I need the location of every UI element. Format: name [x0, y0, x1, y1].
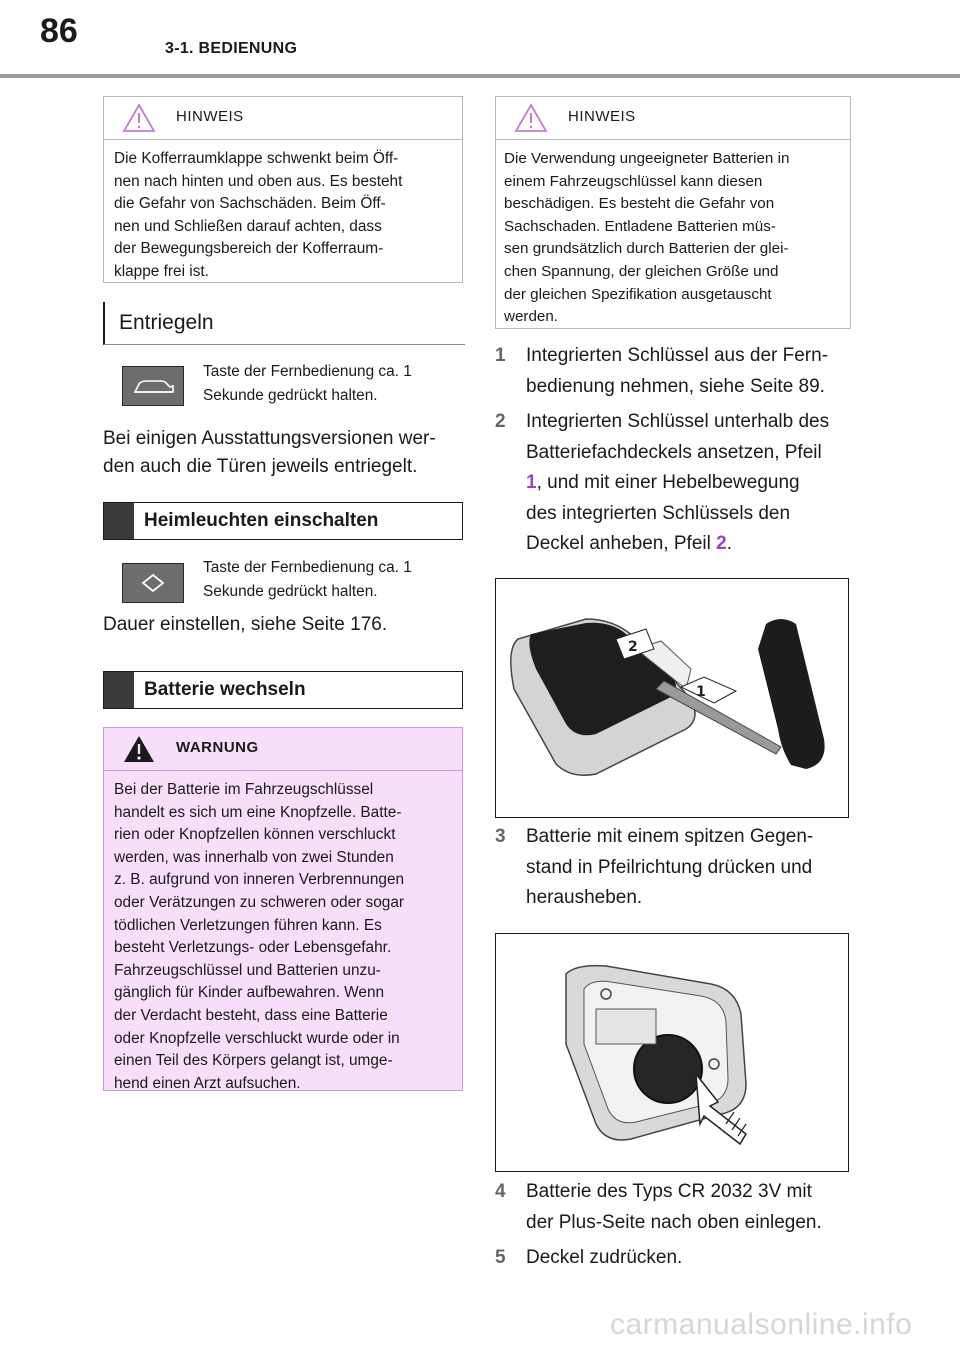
text-line: tödlichen Verletzungen führen kann. Es: [114, 916, 382, 934]
car-trunk-icon: [123, 367, 183, 405]
text-line: Taste der Fernbedienung ca. 1: [203, 363, 412, 380]
heading-text: Batterie wechseln: [144, 679, 306, 700]
figure-key-open: [495, 578, 849, 818]
caution-triangle-icon: [514, 103, 548, 133]
text-line: z. B. aufgrund von inneren Verbrennungen: [114, 871, 405, 889]
coin-battery: [634, 1035, 702, 1103]
text-line: bedienung nehmen, siehe Seite 89.: [526, 375, 825, 397]
text-line: Batterie des Typs CR 2032 3V mit: [526, 1181, 812, 1202]
text-line: die Gefahr von Sachschäden. Beim Öff-: [114, 195, 386, 213]
text-line: Integrierten Schlüssel unterhalb des: [526, 411, 830, 432]
text-line: sen grundsätzlich durch Batterien der glei-: [504, 240, 789, 258]
notice-text: [496, 140, 850, 329]
text-line: herausheben.: [526, 887, 643, 908]
text-line: werden.: [504, 308, 559, 326]
figure-battery: [495, 933, 849, 1172]
arrow-ref: 2: [716, 533, 727, 554]
step-number: 3: [495, 826, 506, 847]
step-3: [495, 822, 855, 914]
text-line: chen Spannung, der gleichen Größe und: [504, 262, 779, 280]
text-line: stand in Pfeilrichtung drücken und: [526, 856, 813, 878]
step-1: [495, 341, 855, 402]
text-line: nen nach hinten und oben aus. Es besteht: [114, 172, 403, 190]
figure-label-2: 2: [628, 639, 638, 655]
heading-text: Heimleuchten einschalten: [144, 510, 379, 531]
step-number: 5: [495, 1247, 506, 1268]
notice-title: HINWEIS: [568, 108, 636, 125]
step-5: [495, 1243, 855, 1274]
text-line: nen und Schließen darauf achten, dass: [114, 217, 382, 235]
heading-bar: [104, 503, 134, 539]
section-title: 3-1. BEDIENUNG: [165, 40, 298, 57]
key-instruction: [203, 360, 412, 408]
heimleuchten-paragraph: Dauer einstellen, siehe Seite 176.: [103, 614, 388, 635]
warning-box: [103, 727, 463, 1091]
text-line: handelt es sich um eine Knopfzelle. Batte-: [114, 803, 402, 821]
text-line: besteht Verletzungs- oder Lebensgefahr.: [114, 939, 392, 957]
text-line: den auch die Türen jeweils entriegelt.: [103, 456, 418, 477]
watermark: carmanualsonline.info: [610, 1308, 913, 1341]
heading-text: Entriegeln: [119, 311, 214, 334]
text-line: hend einen Arzt aufsuchen.: [114, 1074, 301, 1092]
entriegeln-heading: [103, 302, 465, 345]
text-line: oder Knopfzelle verschluckt wurde oder in: [114, 1029, 400, 1047]
text-line: einem Fahrzeugschlüssel kann diesen: [504, 172, 763, 190]
text-line: Deckel zudrücken.: [526, 1247, 683, 1268]
notice-title: HINWEIS: [176, 108, 244, 125]
light-key-button: [122, 563, 184, 603]
caution-triangle-icon: [122, 103, 156, 133]
step-number: 4: [495, 1181, 506, 1202]
text-line: der Bewegungsbereich der Kofferraum-: [114, 240, 384, 258]
text-line: gänglich für Kinder aufbewahren. Wenn: [114, 984, 385, 1002]
text-line: oder Verätzungen zu schweren oder sogar: [114, 893, 405, 911]
text-line: des integrierten Schlüssels den: [526, 502, 791, 524]
notice-header: [496, 97, 850, 140]
page-number: 86: [40, 12, 78, 50]
key-illustration: [496, 579, 848, 817]
text-line: [526, 468, 855, 499]
batterie-heading: [103, 671, 463, 709]
text-line: der Plus-Seite nach oben einlegen.: [526, 1211, 822, 1233]
text-line: Bei der Batterie im Fahrzeugschlüssel: [114, 781, 374, 798]
header-rule: [0, 74, 960, 78]
text-line: Sachschaden. Entladene Batterien müs-: [504, 217, 776, 235]
entriegeln-paragraph: [103, 425, 436, 481]
notice-box-left: [103, 96, 463, 283]
text-line: Batteriefachdeckels ansetzen, Pfeil: [526, 441, 822, 463]
text-line: klappe frei ist.: [114, 262, 209, 280]
trunk-key-button: [122, 366, 184, 406]
key-instruction: [203, 556, 412, 604]
step-number: 1: [495, 345, 506, 366]
notice-box-right: [495, 96, 851, 329]
step-number: 2: [495, 411, 506, 432]
text-line: Bei einigen Ausstattungsversionen wer-: [103, 428, 436, 449]
text-fragment: .: [726, 533, 732, 554]
warning-title: WARNUNG: [176, 739, 259, 756]
text-fragment: Deckel anheben, Pfeil: [526, 533, 717, 554]
text-line: Die Verwendung ungeeigneter Batterien in: [504, 150, 790, 167]
text-line: der gleichen Spezifikation ausgetauscht: [504, 285, 772, 303]
warning-header: [104, 728, 462, 771]
text-line: Integrierten Schlüssel aus der Fern-: [526, 345, 829, 366]
text-line: [526, 529, 855, 560]
notice-text: [104, 140, 462, 284]
text-line: rien oder Knopfzellen können verschluckt: [114, 826, 396, 844]
arrow-ref: 1: [526, 472, 537, 493]
heading-bar: [104, 672, 134, 708]
battery-illustration: [496, 934, 848, 1171]
heimleuchten-heading: [103, 502, 463, 540]
notice-header: [104, 97, 462, 140]
text-line: Die Kofferraumklappe schwenkt beim Öff-: [114, 150, 399, 167]
text-line: beschädigen. Es besteht die Gefahr von: [504, 195, 775, 213]
text-line: Fahrzeugschlüssel und Batterien unzu-: [114, 961, 381, 979]
text-line: der Verdacht besteht, dass eine Batterie: [114, 1006, 388, 1024]
warning-text: [104, 771, 462, 1095]
text-line: einen Teil des Körpers gelangt ist, umge-: [114, 1052, 393, 1070]
text-line: werden, was innerhalb von zwei Stunden: [114, 848, 394, 866]
figure-label-1: 1: [696, 684, 706, 700]
text-line: Batterie mit einem spitzen Gegen-: [526, 826, 814, 847]
diamond-light-icon: [123, 564, 183, 602]
warning-triangle-icon: [122, 734, 156, 764]
text-line: Sekunde gedrückt halten.: [203, 387, 378, 404]
step-4: [495, 1177, 855, 1238]
text-line: Taste der Fernbedienung ca. 1: [203, 559, 412, 576]
text-fragment: , und mit einer Hebelbewegung: [536, 472, 800, 493]
text-line: Sekunde gedrückt halten.: [203, 583, 378, 600]
step-2: [495, 407, 855, 560]
